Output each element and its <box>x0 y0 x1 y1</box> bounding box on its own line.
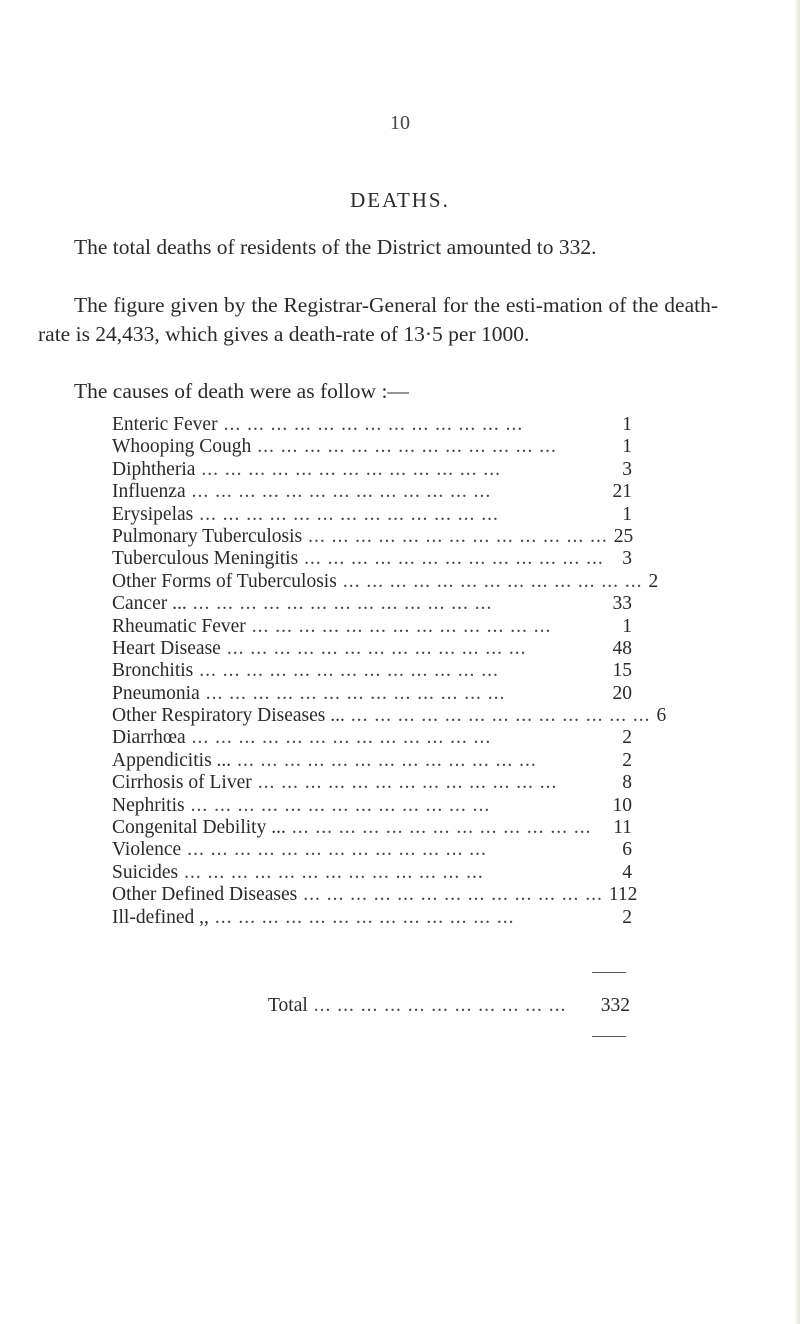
cause-count: 1 <box>622 414 632 435</box>
list-item <box>112 683 632 705</box>
cause-count: 4 <box>622 861 632 883</box>
list-item <box>112 638 632 660</box>
total-label: Total <box>268 995 308 1016</box>
cause-name: Rheumatic Fever <box>112 615 246 637</box>
list-item <box>112 570 659 593</box>
cause-name: Heart Disease <box>112 637 221 659</box>
cause-name: Other Forms of Tuberculosis <box>112 570 337 592</box>
cause-count: 20 <box>612 682 632 704</box>
cause-name: Other Defined Diseases <box>112 884 298 906</box>
dot-leader: ... ... ... ... ... ... ... ... ... ... ... <box>313 995 567 1016</box>
cause-name: Whooping Cough <box>112 436 252 458</box>
list-item <box>112 436 632 458</box>
cause-count: 3 <box>622 548 632 570</box>
dot-leader: ... ... ... ... ... ... ... ... ... ... ... ... ... <box>201 458 502 480</box>
list-item <box>112 660 632 682</box>
list-item <box>112 884 638 906</box>
cause-name: Ill-defined ,, <box>112 906 209 928</box>
list-item <box>112 459 632 481</box>
list-item <box>112 772 632 794</box>
dot-leader: ... ... ... ... ... ... ... ... ... ... ... ... ... <box>214 906 515 928</box>
cause-count: 2 <box>648 570 659 592</box>
cause-count: 2 <box>622 727 632 749</box>
cause-count: 1 <box>622 503 632 525</box>
list-item <box>112 727 632 749</box>
cause-name: Cirrhosis of Liver <box>112 772 252 794</box>
cause-count: 1 <box>622 615 632 637</box>
list-item <box>112 795 632 817</box>
cause-count: 6 <box>622 839 632 861</box>
paragraph-total-deaths: The total deaths of residents of the District amounted to 332. <box>74 235 597 259</box>
cause-name: Erysipelas <box>112 503 194 525</box>
dot-leader: ... ... ... ... ... ... ... ... ... ... ... ... ... <box>190 794 491 816</box>
cause-count: 2 <box>622 749 632 771</box>
cause-name: Bronchitis <box>112 660 194 682</box>
cause-count: 11 <box>613 817 632 839</box>
list-item <box>112 526 632 548</box>
cause-name: Pneumonia <box>112 682 200 704</box>
paragraph-death-rate: The figure given by the Registrar-General for the esti-mation of the death-rate is 24,433, which gives a death-rate of 13·5 per 1000. <box>38 293 718 346</box>
cause-name: Tuberculous Meningitis <box>112 548 299 570</box>
cause-name: Appendicitis ... <box>112 749 232 771</box>
cause-name: Other Respiratory Diseases ... <box>112 705 345 727</box>
list-item <box>112 817 632 839</box>
dot-leader: ... ... ... ... ... ... ... ... ... ... ... ... ... <box>199 660 499 682</box>
list-item <box>112 705 667 727</box>
list-item <box>112 839 632 861</box>
cause-count: 25 <box>613 525 634 547</box>
list-item <box>112 548 632 570</box>
dot-leader: ... ... ... ... ... ... ... ... ... ... ... ... ... <box>303 884 603 906</box>
list-item <box>112 862 632 884</box>
total-rule-top <box>592 972 626 973</box>
scan-edge-shadow <box>794 0 800 1324</box>
total-count: 332 <box>600 995 630 1016</box>
cause-name: Enteric Fever <box>112 414 218 435</box>
list-item <box>112 616 632 638</box>
list-item <box>112 481 632 503</box>
dot-leader: ... ... ... ... ... ... ... ... ... ... ... ... ... <box>199 503 499 525</box>
cause-name: Diarrhœa <box>112 727 186 749</box>
dot-leader: ... ... ... ... ... ... ... ... ... ... ... ... ... <box>205 682 506 704</box>
page-number: 10 <box>390 112 410 134</box>
dot-leader: ... ... ... ... ... ... ... ... ... ... ... ... ... <box>191 727 492 749</box>
dot-leader: ... ... ... ... ... ... ... ... ... ... ... ... ... <box>192 593 493 615</box>
list-item <box>112 414 632 436</box>
dot-leader: ... ... ... ... ... ... ... ... ... ... ... ... ... <box>251 615 552 637</box>
total-rule-bottom <box>592 1036 626 1037</box>
cause-count: 33 <box>612 593 632 615</box>
cause-name: Nephritis <box>112 794 185 816</box>
cause-name: Congenital Debility ... <box>112 817 286 839</box>
cause-count: 112 <box>608 884 638 906</box>
cause-count: 48 <box>612 637 632 659</box>
dot-leader: ... ... ... ... ... ... ... ... ... ... ... ... ... <box>226 637 527 659</box>
dot-leader: ... ... ... ... ... ... ... ... ... ... ... ... ... <box>187 839 487 861</box>
cause-count: 2 <box>622 906 632 928</box>
list-item <box>112 593 632 615</box>
cause-count: 6 <box>656 705 667 727</box>
dot-leader: ... ... ... ... ... ... ... ... ... ... ... ... ... <box>257 772 558 794</box>
cause-count: 21 <box>612 481 632 503</box>
total-row <box>268 995 630 1017</box>
cause-name: Violence <box>112 839 182 861</box>
paragraph-causes-intro: The causes of death were as follow :— <box>74 379 409 403</box>
cause-count: 15 <box>612 660 632 682</box>
dot-leader: ... ... ... ... ... ... ... ... ... ... ... ... ... <box>223 414 524 435</box>
dot-leader: ... ... ... ... ... ... ... ... ... ... ... ... ... <box>237 749 537 771</box>
cause-name: Diphtheria <box>112 458 196 480</box>
section-heading: DEATHS. <box>350 188 450 212</box>
dot-leader: ... ... ... ... ... ... ... ... ... ... ... ... ... <box>308 525 608 547</box>
dot-leader: ... ... ... ... ... ... ... ... ... ... ... ... ... <box>257 436 557 458</box>
dot-leader: ... ... ... ... ... ... ... ... ... ... ... ... ... <box>304 548 604 570</box>
dot-leader: ... ... ... ... ... ... ... ... ... ... ... ... ... <box>350 705 651 727</box>
list-item <box>112 504 632 526</box>
cause-count: 8 <box>622 772 632 794</box>
cause-count: 10 <box>612 794 632 816</box>
list-item <box>112 750 632 772</box>
dot-leader: ... ... ... ... ... ... ... ... ... ... ... ... ... <box>184 861 484 883</box>
dot-leader: ... ... ... ... ... ... ... ... ... ... ... ... ... <box>342 570 643 592</box>
cause-count: 3 <box>622 458 632 480</box>
cause-name: Cancer ... <box>112 593 187 615</box>
causes-of-death-list <box>112 414 667 929</box>
dot-leader: ... ... ... ... ... ... ... ... ... ... ... ... ... <box>191 481 492 503</box>
cause-count: 1 <box>622 436 632 458</box>
list-item <box>112 907 632 929</box>
cause-name: Influenza <box>112 481 186 503</box>
cause-name: Pulmonary Tuberculosis <box>112 525 303 547</box>
dot-leader: ... ... ... ... ... ... ... ... ... ... ... ... ... <box>291 817 592 839</box>
cause-name: Suicides <box>112 861 179 883</box>
